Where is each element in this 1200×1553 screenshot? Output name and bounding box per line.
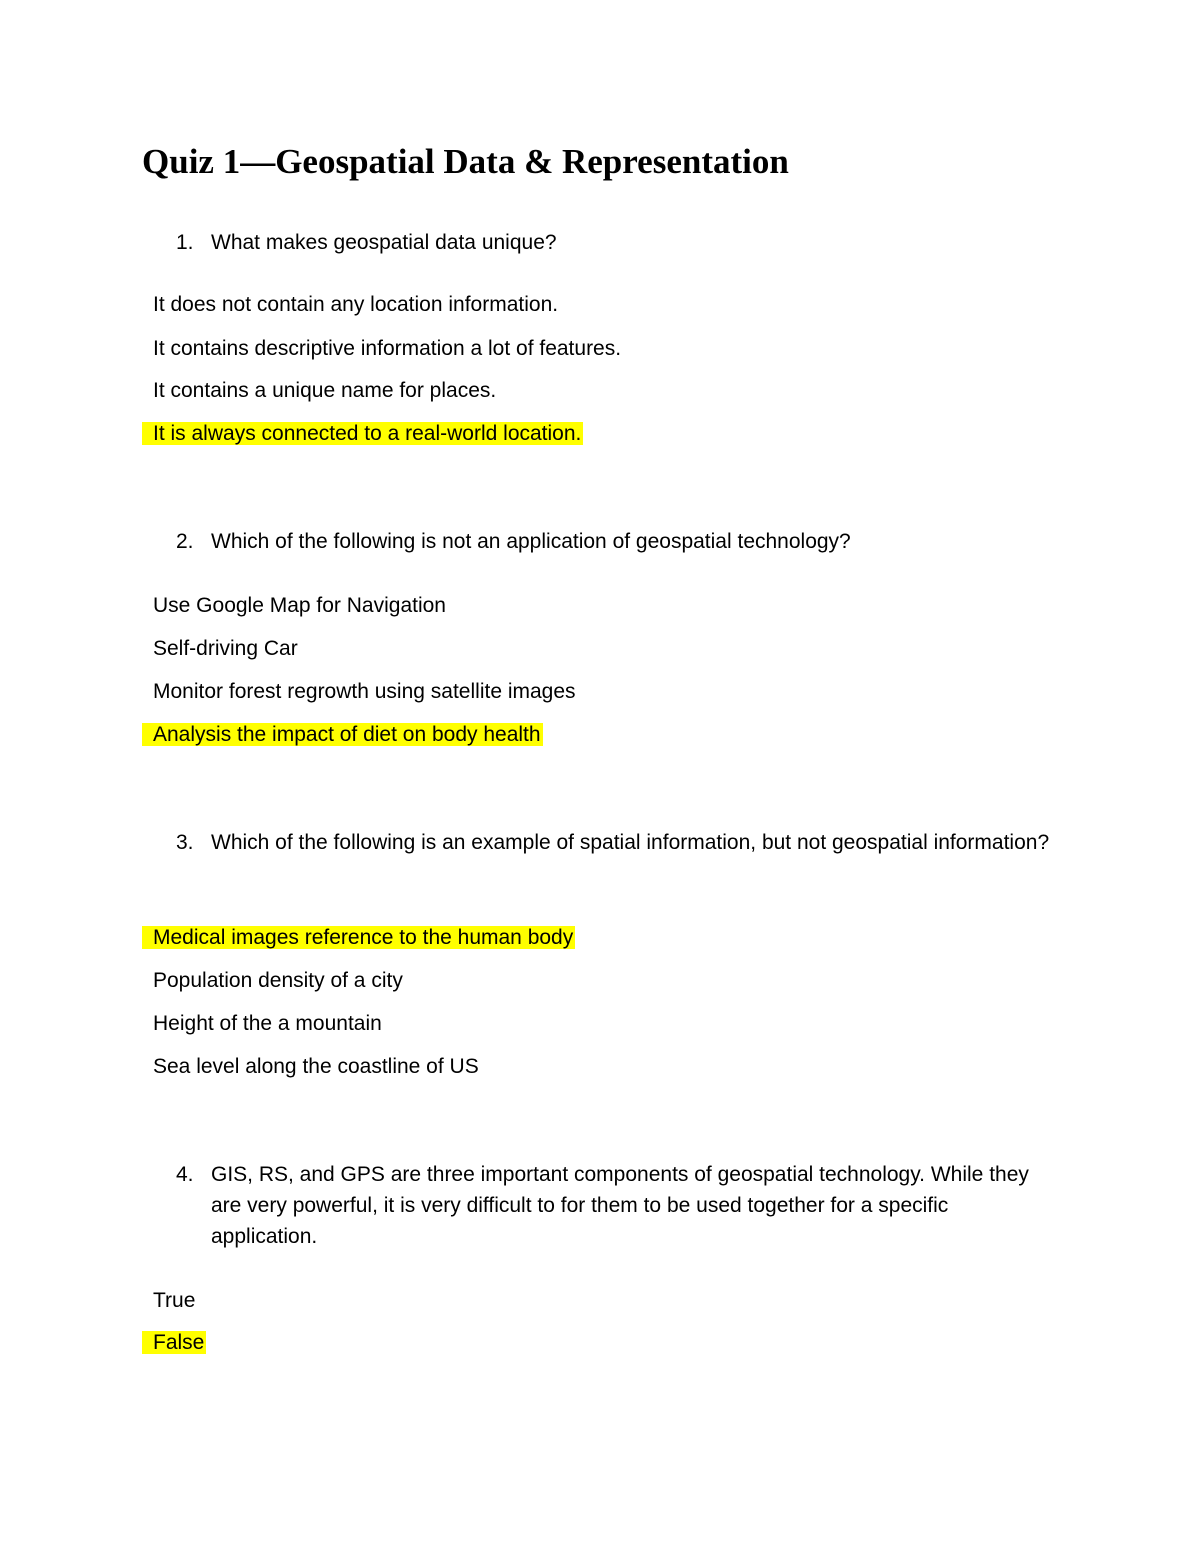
answer-option-correct: It is always connected to a real-world location. [142, 419, 583, 449]
answer-option: Height of the a mountain [153, 1012, 382, 1035]
question-3 [176, 827, 1056, 858]
answer-option-correct: False [142, 1328, 206, 1358]
question-text: Which of the following is an example of spatial information, but not geospatial information? [211, 831, 1050, 854]
answer-option: It does not contain any location information. [153, 293, 559, 316]
question-number: 3. [176, 831, 194, 854]
question-number: 4. [176, 1163, 194, 1186]
answer-option-correct: Medical images reference to the human body [142, 923, 575, 953]
question-text: What makes geospatial data unique? [211, 231, 557, 254]
answer-option: It contains descriptive information a lot of features. [153, 337, 622, 360]
quiz-title: Quiz 1—Geospatial Data & Representation [142, 142, 789, 181]
answer-option-correct: Analysis the impact of diet on body health [142, 720, 543, 750]
question-number: 2. [176, 530, 194, 553]
answer-option: Monitor forest regrowth using satellite images [153, 680, 576, 703]
question-1 [176, 227, 1056, 258]
question-number: 1. [176, 231, 194, 254]
answer-option: Population density of a city [153, 969, 403, 992]
answer-option: It contains a unique name for places. [153, 379, 497, 402]
question-2 [176, 526, 1056, 557]
answer-option: Self-driving Car [153, 637, 298, 660]
answer-option: Use Google Map for Navigation [153, 594, 446, 617]
answer-option: True [153, 1289, 196, 1312]
answer-option: Sea level along the coastline of US [153, 1055, 479, 1078]
question-4 [176, 1159, 1056, 1252]
question-text: Which of the following is not an application of geospatial technology? [211, 530, 851, 553]
question-text: GIS, RS, and GPS are three important components of geospatial technology. While they are very powerful, it is very difficult to for them to be used together for a specific application. [211, 1163, 1029, 1248]
